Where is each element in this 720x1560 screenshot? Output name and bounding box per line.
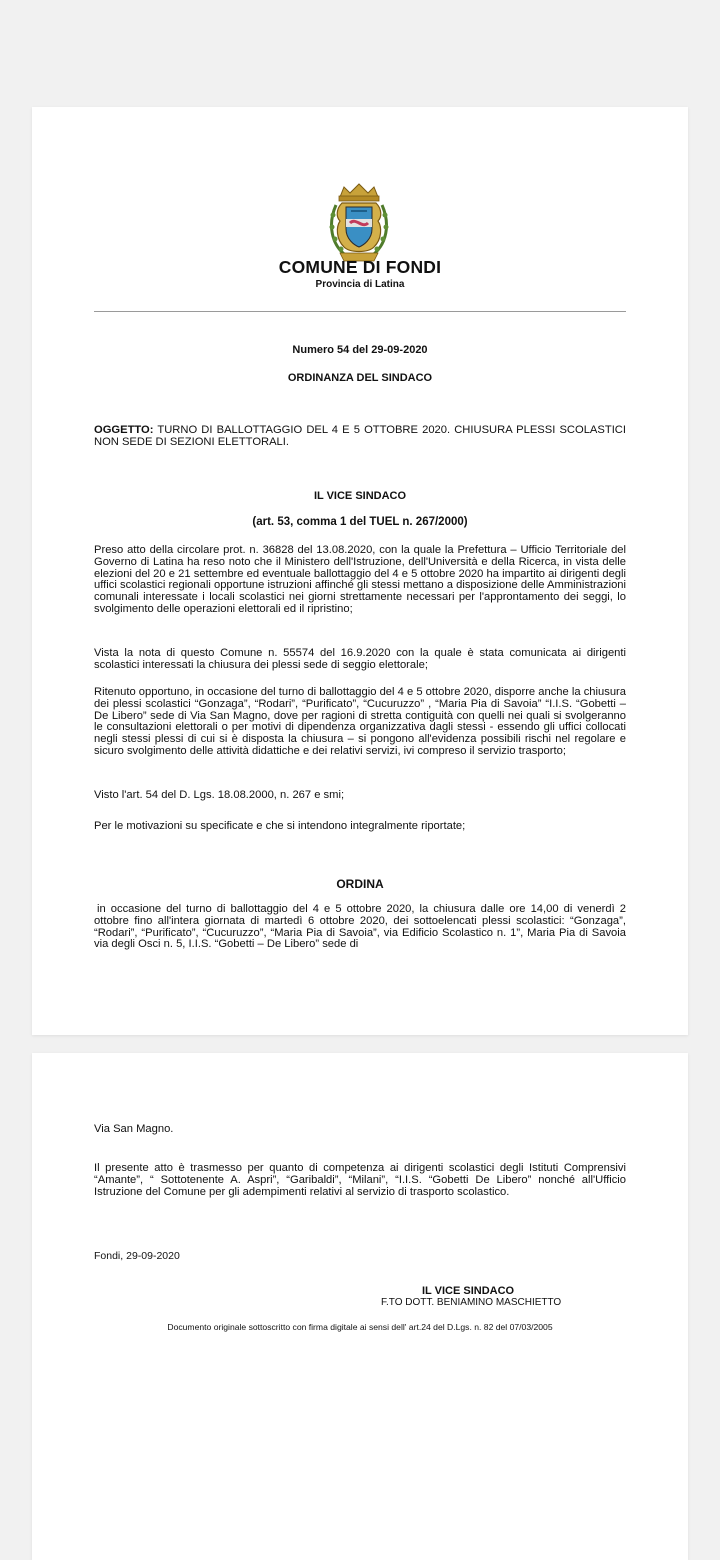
subject-line: [94, 425, 626, 449]
paragraph-vista-nota: Vista la nota di questo Comune n. 55574 del 16.9.2020 con la quale è stata comunicata ai dirigenti scolastici interessati la chiusura dei plessi sede di seggio elettorale;: [94, 647, 626, 671]
subject-text: TURNO DI BALLOTTAGGIO DEL 4 E 5 OTTOBRE 2020. CHIUSURA PLESSI SCOLASTICI NON SEDE DI SEZIONI ELETTORALI.: [94, 424, 626, 448]
order-heading: ORDINA: [336, 877, 384, 891]
document-type: ORDINANZA DEL SINDACO: [287, 372, 433, 384]
municipal-coat-of-arms-icon: [326, 183, 392, 265]
digital-signature-note: Documento originale sottoscritto con firma digitale ai sensi dell' art.24 del D.Lgs. n. 82 del 07/03/2005: [167, 1322, 553, 1332]
document-number: Numero 54 del 29-09-2020: [292, 344, 428, 356]
subject-label: OGGETTO:: [94, 424, 154, 436]
legal-basis-heading: (art. 53, comma 1 del TUEL n. 267/2000): [252, 516, 468, 528]
issuer-heading: IL VICE SINDACO: [313, 490, 407, 502]
order-paragraph: in occasione del turno di ballottaggio del 4 e 5 ottobre 2020, la chiusura dalle ore 14,00 di venerdì 2 ottobre fino all'intera giornata di martedì 6 ottobre 2020, dei sottoelencati plessi scolastici: “Gonzaga”, “Rodari”, “Purificato”, “Cucuruzzo”, “Maria Pia di Savoia”, via Edificio Scolastico n. 1”, Maria Pia di Savoia via degli Osci n. 5, I.I.S. “Gobetti – De Libero” sede di: [94, 903, 626, 951]
place-date: Fondi, 29-09-2020: [94, 1250, 180, 1262]
paragraph-visto-art: Visto l'art. 54 del D. Lgs. 18.08.2000, n. 267 e smi;: [94, 789, 345, 801]
paragraph-preso-atto: Preso atto della circolare prot. n. 36828 del 13.08.2020, con la quale la Prefettura – Ufficio Territoriale del Governo di Latina ha reso noto che il Ministero dell'Istruzione, dell'Università e della Ricerca, in vista delle elezioni del 20 e 21 settembre ed eventuale ballottaggio del 4 e 5 ottobre 2020 ha impartito ai dirigenti degli uffici scolastici regionali opportune istruzioni affinché gli stessi mettano a disposizione delle Amministrazioni comunali interessate i locali scolastici nei giorni strettamente necessari per l'approntamento dei seggi, lo svolgimento delle operazioni elettorali ed il ripristino;: [94, 544, 626, 615]
header-divider: [94, 311, 626, 312]
municipality-title: COMUNE DI FONDI: [278, 257, 442, 277]
transmission-paragraph: Il presente atto è trasmesso per quanto di competenza ai dirigenti scolastici degli Istituti Comprensivi “Amante”, “ Sottotenente A. Aspri”, “Garibaldi”, “Milani”, “I.I.S. “Gobetti De Libero” nonché all'Ufficio Istruzione del Comune per gli adempimenti relativi al servizio di trasporto scolastico.: [94, 1162, 626, 1198]
paragraph-ritenuto: Ritenuto opportuno, in occasione del turno di ballottaggio del 4 e 5 ottobre 2020, disporre anche la chiusura dei plessi scolastici “Gonzaga”, “Rodari”, “Purificato”, “Cucuruzzo” , “Maria Pia di Savoia” “I.I.S. “Gobetti – De Libero” sede di Via San Magno, dove per ragioni di stretta contiguità con quelli nei quali si svolgeranno le consultazioni elettorali o per motivi di dipendenza organizzativa dagli stessi - essendo gli uffici collocati negli stessi plessi di cui si è disposta la chiusura – si pongono all'evidenza possibili rischi nel regolare e sicuro svolgimento delle attività didattiche e dei relativi servizi, ivi compreso il servizio trasporto;: [94, 686, 626, 757]
signature-title: IL VICE SINDACO: [422, 1285, 515, 1297]
paragraph-motivazioni: Per le motivazioni su specificate e che si intendono integralmente riportate;: [94, 820, 466, 832]
province-subtitle: Provincia di Latina: [315, 279, 405, 290]
order-continuation: Via San Magno.: [94, 1123, 174, 1135]
document-page-1: [32, 107, 688, 1035]
signature-name: F.TO DOTT. BENIAMINO MASCHIETTO: [381, 1297, 562, 1308]
document-page-2: [32, 1053, 688, 1560]
